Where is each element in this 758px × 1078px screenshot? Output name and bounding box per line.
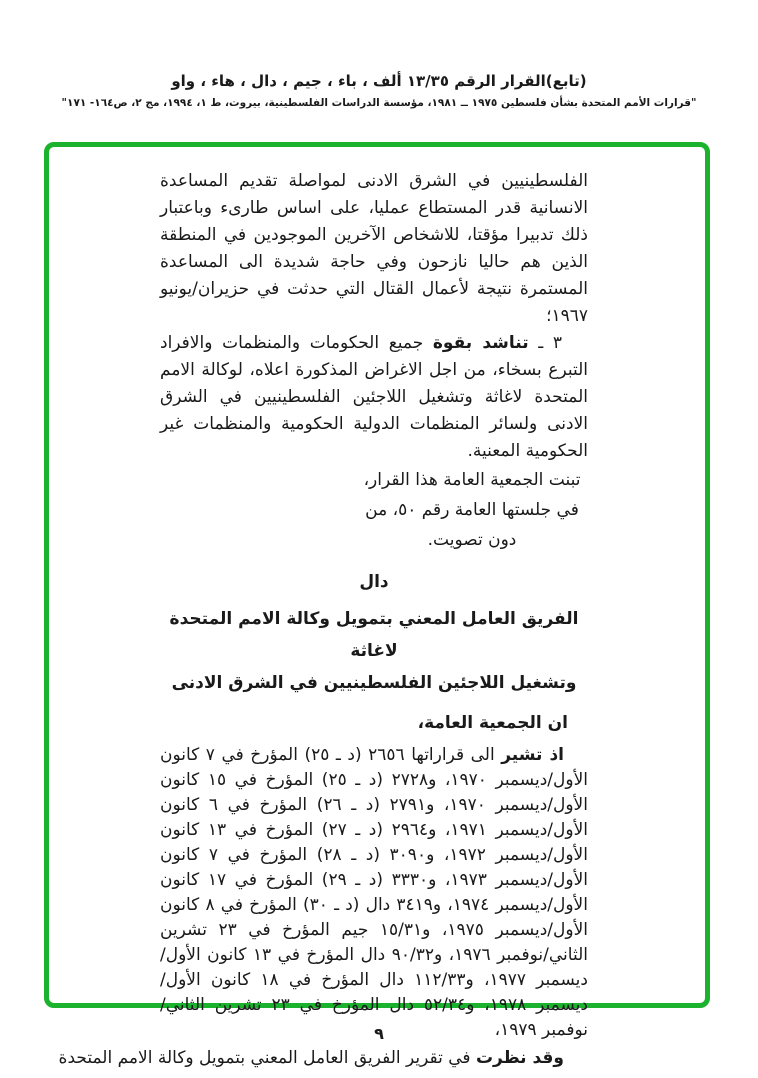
considered-lead: وقد نظرت	[475, 1048, 564, 1068]
preamble-intro: ان الجمعية العامة،	[417, 713, 568, 733]
considered-text: في تقرير الفريق العامل المعني بتمويل وكالة الامم المتحدة	[58, 1048, 471, 1068]
adoption-note: تبنت الجمعية العامة هذا القرار، في جلستها العامة رقم ٥٠، من دون تصويت.	[363, 470, 581, 550]
resolution-continuation-title: (تابع)القرار الرقم ١٣/٣٥ ألف ، باء ، جيم ، دال ، هاء ، واو	[171, 72, 587, 90]
operative-clause-3	[160, 330, 588, 465]
section-title-line2: وتشغيل اللاجئين الفلسطينيين في الشرق الادنى	[171, 673, 577, 693]
recalling-lead: اذ تشير	[501, 745, 565, 765]
recalling-paragraph	[160, 743, 588, 1043]
resolution-text-column	[58, 168, 588, 1071]
recalling-text: الى قراراتها ٢٦٥٦ (د ـ ٢٥) المؤرخ في ٧ كانون الأول/ديسمبر ١٩٧٠، و٢٧٢٨ (د ـ ٢٥) المؤرخ في ١٥ كانون الأول/ديسمبر ١٩٧٠، و٢٧٩١ (د ـ ٢٦) المؤرخ في ٦ كانون الأول/ديسمبر ١٩٧١، و٢٩٦٤ (د ـ ٢٧) المؤرخ في ١٣ كانون الأول/ديسمبر ١٩٧٢، و٣٠٩٠ (د ـ ٢٨) المؤرخ في ٧ كانون الأول/ديسمبر ١٩٧٣، و٣٣٣٠ (د ـ ٢٩) المؤرخ في ١٧ كانون الأول/ديسمبر ١٩٧٤، و٣٤١٩ دال (د ـ ٣٠) المؤرخ في ٨ كانون الأول/ديسمبر ١٩٧٥، و١٥/٣١ جيم المؤرخ في ٢٣ تشرين الثاني/نوفمبر ١٩٧٦، و٩٠/٣٢ دال المؤرخ في ١٣ كانون الأول/ديسمبر ١٩٧٧، و١١٢/٣٣ دال المؤرخ في ١٨ كانون الأول/ديسمبر ١٩٧٨، و٥٢/٣٤ دال المؤرخ في ٢٣ تشرين الثاني/نوفمبر ١٩٧٩،	[160, 745, 588, 1040]
clause-text: جميع الحكومات والمنظمات والافراد التبرع بسخاء، من اجل الاغراض المذكورة اعلاه، لوكالة الامم المتحدة لاغاثة وتشغيل اللاجئين الفلسطينيين في الشرق الادنى ولسائر المنظمات الدولية الحكومية والمنظمات غير الحكومية المعنية.	[160, 333, 588, 461]
considered-paragraph	[58, 1046, 588, 1071]
running-head	[0, 72, 758, 109]
clause-number: ٣ ـ	[538, 333, 562, 353]
page-number: ٩	[374, 1024, 384, 1043]
continuation-paragraph: الفلسطينيين في الشرق الادنى لمواصلة تقديم المساعدة الانسانية قدر المستطاع عمليا، على اساس طارىء وباعتبار ذلك تدبيرا مؤقتا، للاشخاص الآخرين الموجودين في المنطقة الذين هم حاليا نازحون وفي حاجة شديدة الى المساعدة المستمرة نتيجة لأعمال القتال التي حدثت في حزيران/يونيو ١٩٦٧؛	[160, 171, 588, 326]
section-title-line1: الفريق العامل المعني بتمويل وكالة الامم المتحدة لاغاثة	[169, 609, 579, 661]
section-title	[160, 603, 588, 699]
clause-lead: تناشد بقوة	[432, 333, 529, 353]
publication-citation: "قرارات الأمم المتحدة بشأن فلسطين ١٩٧٥ ــ ١٩٨١، مؤسسة الدراسات الفلسطينية، بيروت، ط ١، ١٩٩٤، مج ٢، ص١٦٤- ١٧١"	[61, 97, 697, 109]
section-letter-dal: دال	[359, 572, 389, 592]
